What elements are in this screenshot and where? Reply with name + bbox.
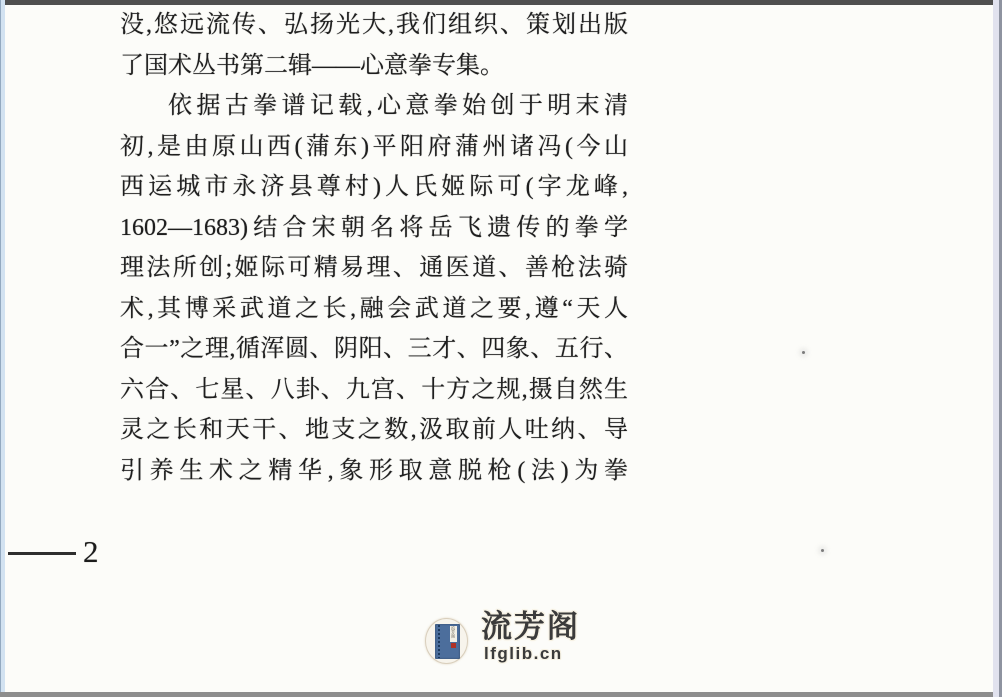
text-line: 西运城市永济县尊村)人氏姬际可(字龙峰, — [120, 174, 628, 200]
text-line: 依据古拳谱记载,心意拳始创于明末清 — [168, 93, 628, 119]
watermark-logo-circle — [425, 618, 468, 664]
page-number: 2 — [83, 534, 99, 569]
text-line: 灵之长和天干、地支之数,汲取前人吐纳、导 — [120, 417, 628, 443]
text-line: 初,是由原山西(蒲东)平阳府蒲州诸冯(今山 — [120, 133, 628, 160]
text-line: 了国术丛书第二辑——心意拳专集。 — [120, 52, 504, 79]
scan-edge-bottom — [0, 692, 1002, 697]
text-line: 1602—1683)结合宋朝名将岳飞遗传的拳学 — [120, 214, 628, 241]
book-icon — [435, 624, 460, 659]
text-line: 引养生术之精华,象形取意脱枪(法)为拳 — [120, 457, 628, 484]
scan-speck — [802, 351, 805, 354]
text-line: 术,其博采武道之长,融会武道之要,遵“天人 — [120, 295, 628, 322]
red-seal-icon — [451, 643, 456, 648]
book-stitch-decoration — [438, 625, 440, 658]
book-title-label-text: 流芳阁 — [451, 626, 456, 638]
page-number-rule — [8, 552, 76, 555]
text-line: 没,悠远流传、弘扬光大,我们组织、策划出版 — [120, 12, 628, 38]
text-line: 六合、七星、八卦、九宫、十方之规,摄自然生 — [120, 376, 628, 403]
text-line: 理法所创;姬际可精易理、通医道、善枪法骑 — [120, 255, 628, 281]
book-title-label — [450, 626, 457, 642]
watermark-site-domain: lfglib.cn — [484, 644, 563, 663]
site-watermark — [424, 609, 594, 681]
watermark-site-name: 流芳阁 — [481, 609, 580, 644]
scan-edge-left — [0, 0, 5, 697]
scan-speck — [821, 549, 824, 552]
text-line: 合一”之理,循浑圆、阴阳、三才、四象、五行、 — [120, 336, 628, 362]
body-text — [120, 5, 628, 491]
